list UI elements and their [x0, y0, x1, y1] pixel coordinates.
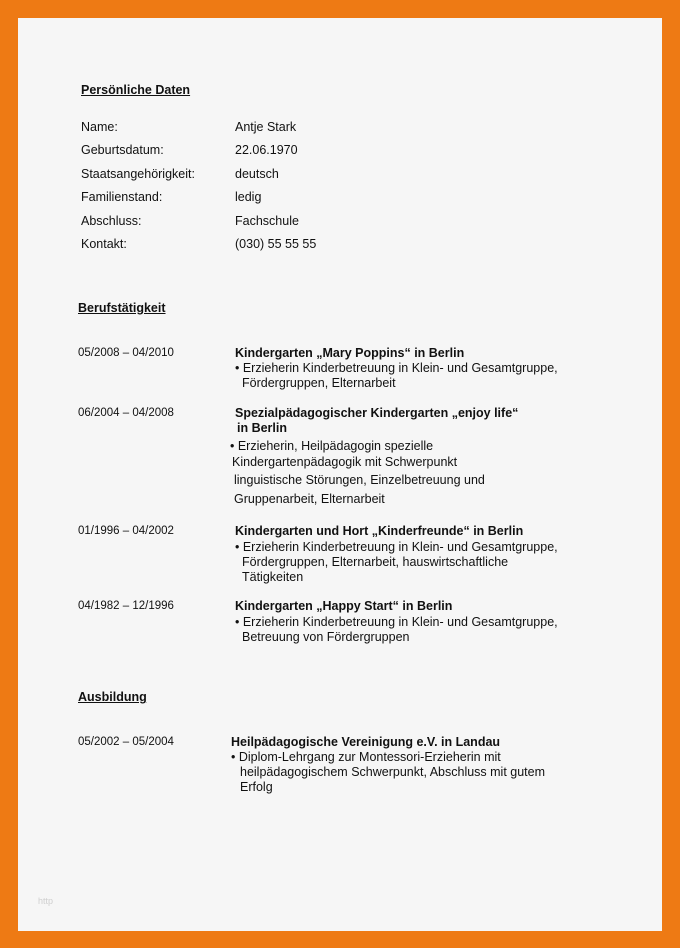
work-entry-line: Kindergartenpädagogik mit Schwerpunkt [232, 455, 458, 469]
work-entry-line: • Erzieherin Kinderbetreuung in Klein- und Gesamtgruppe, [235, 361, 558, 375]
work-entry-title-cont: in Berlin [237, 421, 288, 435]
work-entry-line: linguistische Störungen, Einzelbetreuung und [234, 473, 485, 487]
birthdate-label: Geburtsdatum: [81, 143, 164, 157]
watermark: http [38, 896, 54, 906]
nationality-value: deutsch [235, 167, 279, 181]
cv-page [18, 18, 662, 931]
work-entry-line: • Erzieherin, Heilpädagogin spezielle [230, 439, 434, 453]
work-entry-title: Kindergarten „Happy Start“ in Berlin [235, 599, 453, 613]
work-entry-line: Tätigkeiten [242, 570, 304, 584]
work-heading: Berufstätigkeit [78, 301, 166, 315]
name-label: Name: [81, 120, 118, 134]
work-entry-date: 04/1982 – 12/1996 [78, 600, 174, 612]
work-entry-line: Fördergruppen, Elternarbeit [242, 376, 396, 390]
education-entry-line: Erfolg [240, 780, 273, 794]
work-entry-line: • Erzieherin Kinderbetreuung in Klein- und Gesamtgruppe, [235, 540, 558, 554]
education-entry-line: heilpädagogischem Schwerpunkt, Abschluss mit gutem [240, 765, 546, 779]
education-entry-date: 05/2002 – 05/2004 [78, 736, 174, 748]
work-entry-title: Kindergarten „Mary Poppins“ in Berlin [235, 346, 465, 360]
education-entry-line: • Diplom-Lehrgang zur Montessori-Erzieherin mit [231, 750, 501, 764]
work-entry-date: 06/2004 – 04/2008 [78, 407, 174, 419]
nationality-label: Staatsangehörigkeit: [81, 167, 195, 181]
marital-status-value: ledig [235, 190, 262, 204]
name-value: Antje Stark [235, 120, 297, 134]
work-entry-line: • Erzieherin Kinderbetreuung in Klein- und Gesamtgruppe, [235, 615, 558, 629]
contact-label: Kontakt: [81, 237, 127, 251]
degree-label: Abschluss: [81, 214, 142, 228]
work-entry-line: Fördergruppen, Elternarbeit, hauswirtschaftliche [242, 555, 509, 569]
education-entry-title: Heilpädagogische Vereinigung e.V. in Landau [231, 735, 501, 749]
education-heading: Ausbildung [78, 690, 147, 704]
degree-value: Fachschule [235, 214, 299, 228]
contact-value: (030) 55 55 55 [235, 237, 317, 251]
work-entry-title: Kindergarten und Hort „Kinderfreunde“ in Berlin [235, 524, 524, 538]
work-entry-title: Spezialpädagogischer Kindergarten „enjoy life“ [235, 406, 519, 420]
marital-status-label: Familienstand: [81, 190, 163, 204]
birthdate-value: 22.06.1970 [235, 143, 298, 157]
personal-heading: Persönliche Daten [81, 83, 191, 97]
work-entry-line: Betreuung von Fördergruppen [242, 630, 410, 644]
work-entry-date: 01/1996 – 04/2002 [78, 525, 174, 537]
work-entry-line: Gruppenarbeit, Elternarbeit [234, 492, 385, 506]
work-entry-date: 05/2008 – 04/2010 [78, 347, 174, 359]
